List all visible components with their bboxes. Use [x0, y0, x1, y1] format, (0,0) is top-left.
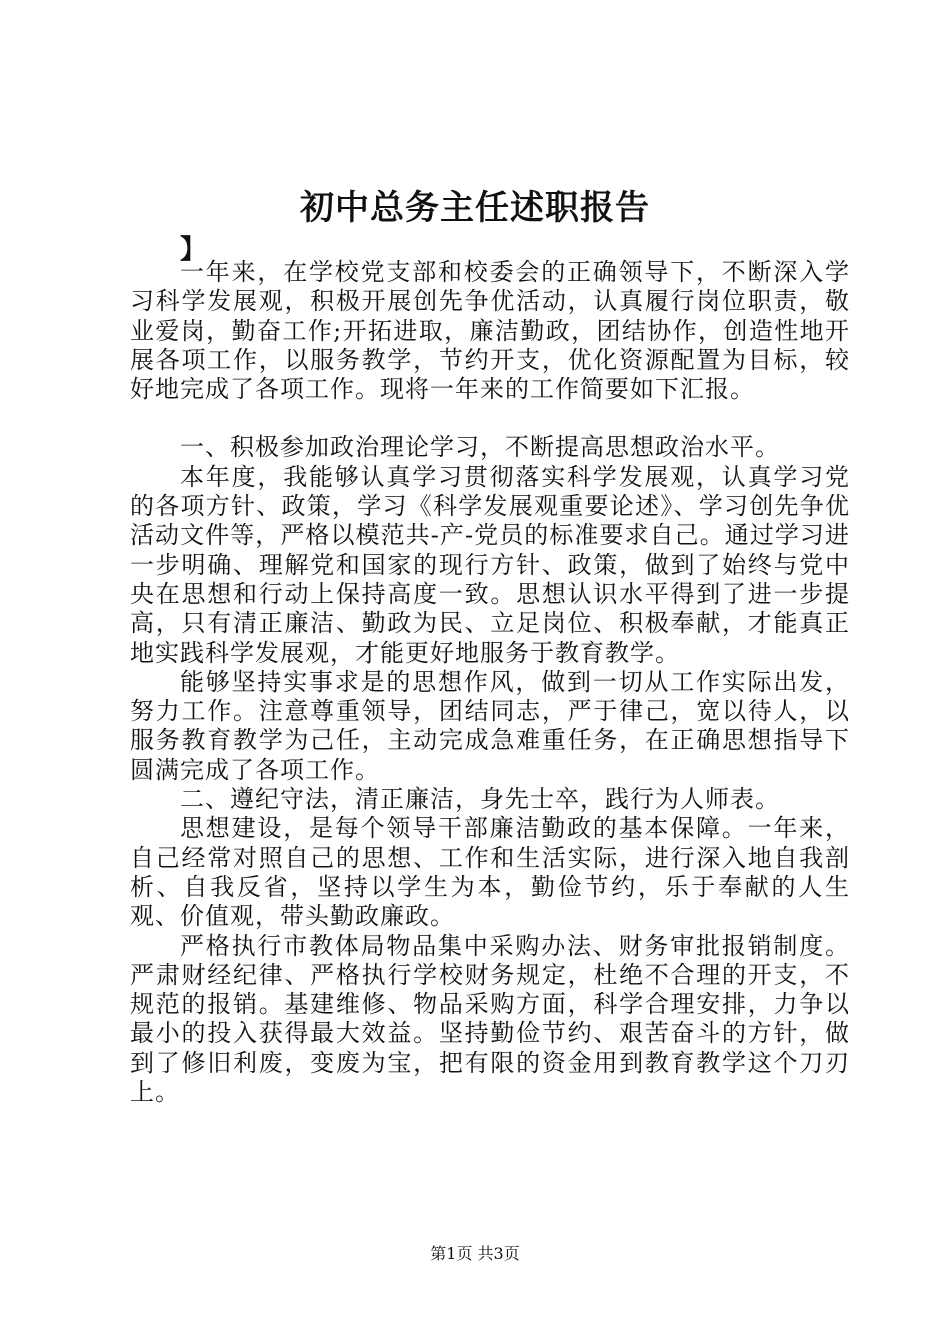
body-paragraph: 严格执行市教体局物品集中采购办法、财务审批报销制度。严肃财经纪律、严格执行学校财务规定，杜绝不合理的开支，不规范的报销。基建维修、物品采购方面，科学合理安排，力争以最小的投入获得最大效益。坚持勤俭节约、艰苦奋斗的方针，做到了修旧利废，变废为宝，把有限的资金用到教育教学这个刀刃上。 — [130, 931, 850, 1107]
intro-paragraph: 一年来，在学校党支部和校委会的正确领导下，不断深入学习科学发展观，积极开展创先争优活动，认真履行岗位职责，敬业爱岗，勤奋工作;开拓进取，廉洁勤政，团结协作，创造性地开展各项工作，以服务教学，节约开支，优化资源配置为目标，较好地完成了各项工作。现将一年来的工作简要如下汇报。 — [130, 258, 850, 404]
body-paragraph: 思想建设，是每个领导干部廉洁勤政的基本保障。一年来，自己经常对照自己的思想、工作和生活实际，进行深入地自我剖析、自我反省，坚持以学生为本，勤俭节约，乐于奉献的人生观、价值观，带头勤政廉政。 — [130, 814, 850, 931]
bracket-mark: 】 — [180, 235, 207, 265]
document-title: 初中总务主任述职报告 — [300, 188, 650, 228]
document-body — [130, 258, 850, 1107]
section-heading-2: 二、遵纪守法，清正廉洁，身先士卒，践行为人师表。 — [180, 785, 780, 814]
body-paragraph: 本年度，我能够认真学习贯彻落实科学发展观，认真学习党的各项方针、政策，学习《科学发展观重要论述》、学习创先争优活动文件等，严格以模范共-产-党员的标准要求自己。通过学习进一步明确、理解党和国家的现行方针、政策，做到了始终与党中央在思想和行动上保持高度一致。思想认识水平得到了进一步提高，只有清正廉洁、勤政为民、立足岗位、积极奉献，才能真正地实践科学发展观，才能更好地服务于教育教学。 — [130, 462, 850, 667]
body-paragraph: 能够坚持实事求是的思想作风，做到一切从工作实际出发，努力工作。注意尊重领导，团结同志，严于律己，宽以待人，以服务教育教学为己任，主动完成急难重任务，在正确思想指导下圆满完成了各项工作。 — [130, 667, 850, 784]
page-footer: 第1页 共3页 — [430, 1244, 520, 1263]
section-heading-1: 一、积极参加政治理论学习，不断提高思想政治水平。 — [180, 433, 780, 462]
